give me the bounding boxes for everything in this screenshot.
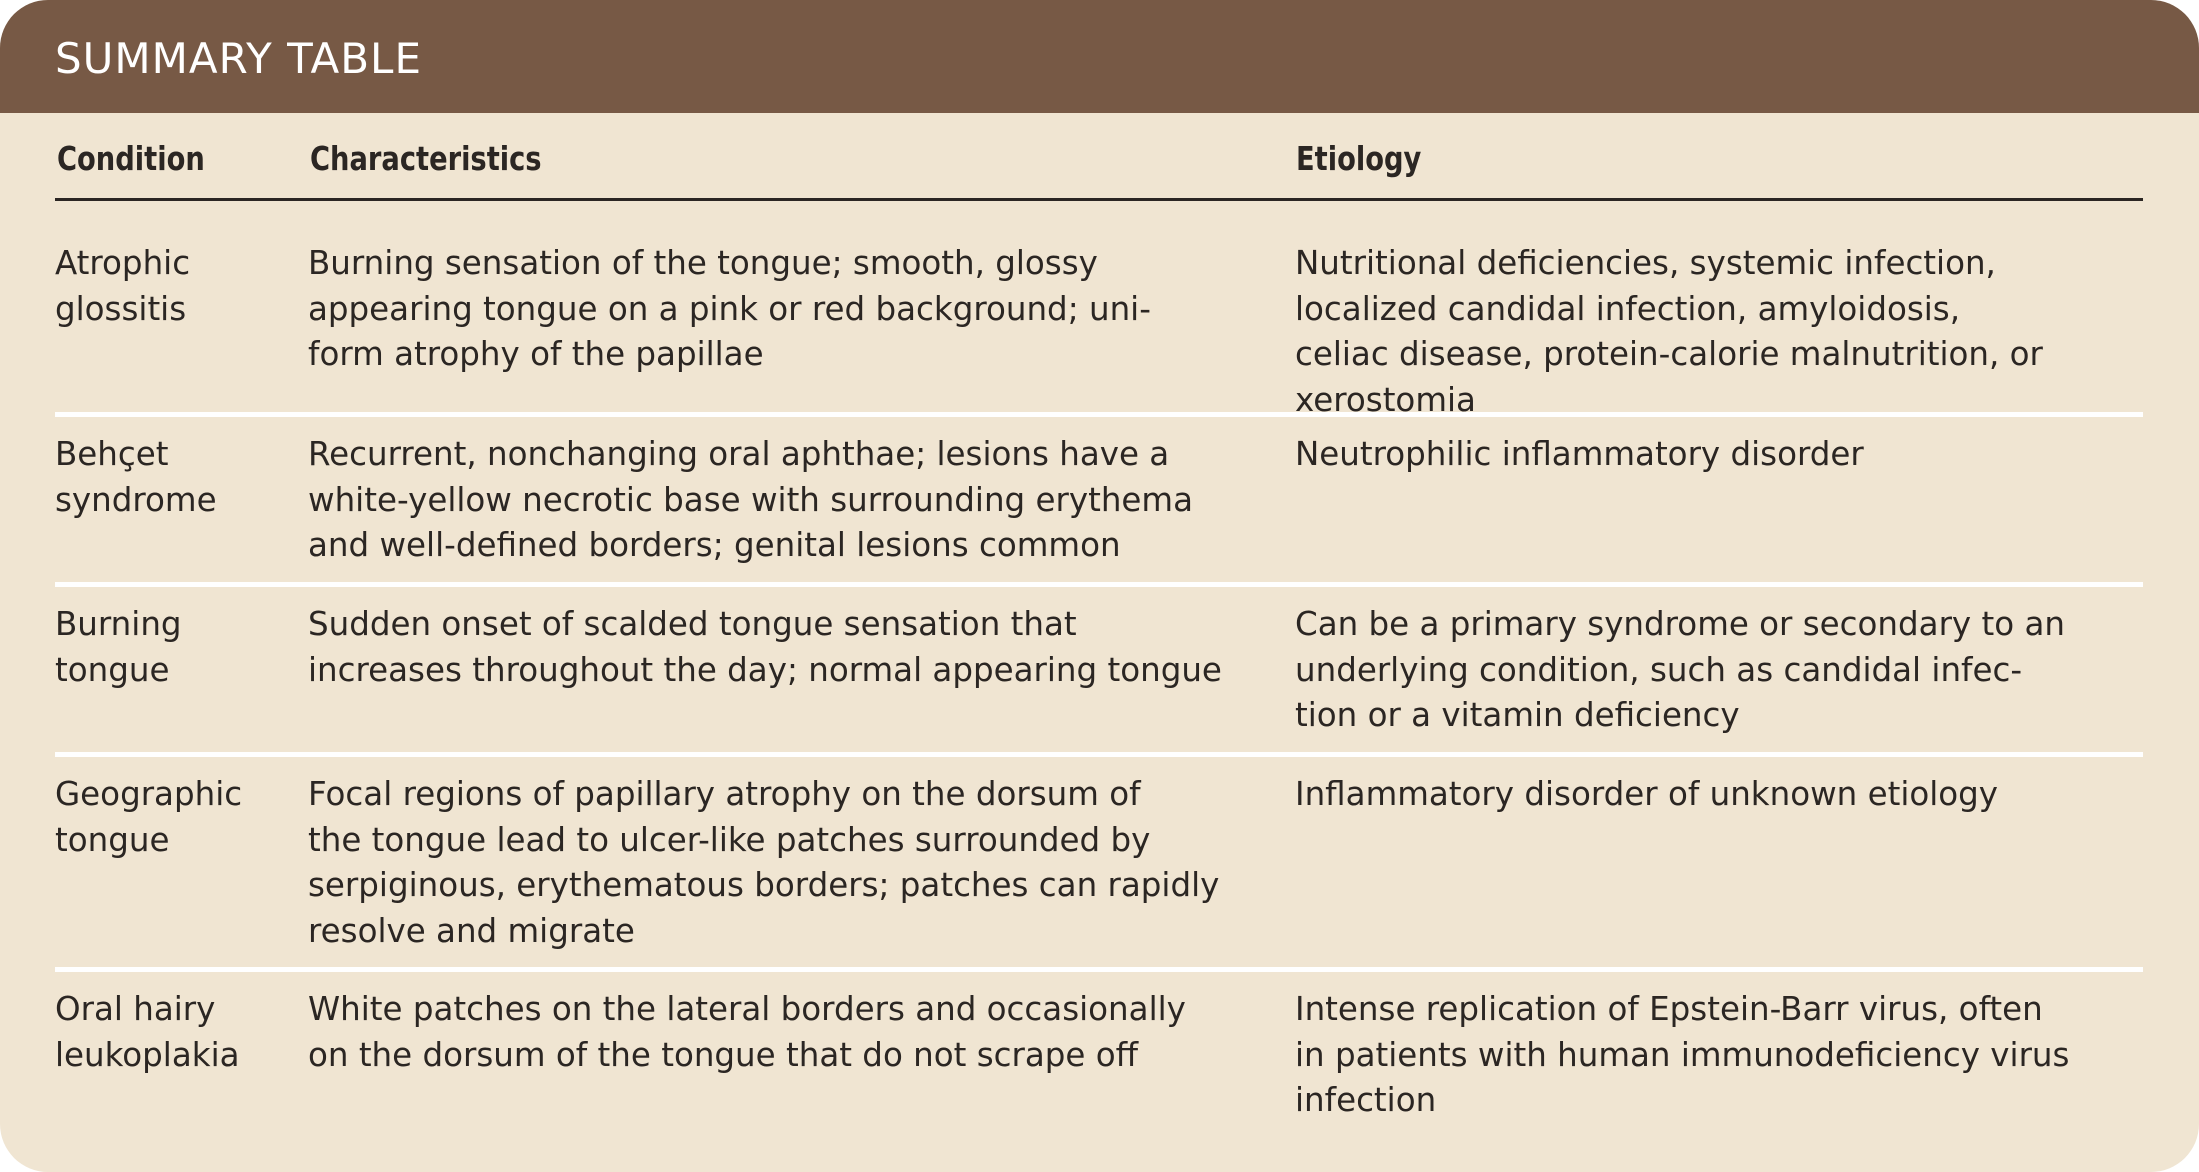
condition-cell: Geographic tongue [55, 775, 243, 859]
table-header-bar [0, 0, 2199, 113]
condition-cell: Behçet syndrome [55, 435, 217, 519]
table-row [55, 417, 2143, 587]
etiology-cell: Inflammatory disorder of unknown etiology [1295, 775, 1999, 813]
characteristics-cell: Focal regions of papillary atrophy on the dorsum of the tongue lead to ulcer-like patches surrounded by serpiginous, erythematous borders; patches can rapidly resolve and migrate [308, 775, 1220, 950]
characteristics-cell: Recurrent, nonchanging oral aphthae; lesions have a white-yellow necrotic base with surrounding erythema and well-defined borders; genital lesions common [308, 435, 1194, 564]
condition-cell: Burning tongue [55, 605, 182, 689]
column-header-condition: Condition [57, 139, 205, 178]
characteristics-cell: Sudden onset of scalded tongue sensation that increases throughout the day; normal appearing tongue [308, 605, 1222, 689]
condition-cell: Oral hairy leukoplakia [55, 990, 240, 1074]
table-title: SUMMARY TABLE [55, 34, 422, 83]
column-header-etiology: Etiology [1296, 139, 1422, 178]
etiology-cell: Intense replication of Epstein-Barr virus, often in patients with human immunodeficiency virus infection [1295, 990, 2070, 1119]
summary-table [55, 113, 2143, 1152]
condition-cell: Atrophic glossitis [55, 244, 191, 328]
etiology-cell: Can be a primary syndrome or secondary to an underlying condition, such as candidal infec- tion or a vitamin deficiency [1295, 605, 2065, 734]
table-row [55, 201, 2143, 417]
table-row [55, 757, 2143, 972]
characteristics-cell: White patches on the lateral borders and occasionally on the dorsum of the tongue that do not scrape off [308, 990, 1186, 1074]
characteristics-cell: Burning sensation of the tongue; smooth, glossy appearing tongue on a pink or red background; uni- form atrophy of the papillae [308, 244, 1151, 373]
column-header-characteristics: Characteristics [310, 139, 542, 178]
table-row [55, 972, 2143, 1152]
column-header-row [55, 113, 2143, 201]
table-row [55, 587, 2143, 757]
etiology-cell: Nutritional deficiencies, systemic infection, localized candidal infection, amyloidosis, celiac disease, protein-calorie malnutrition, or xerostomia [1295, 244, 2043, 419]
etiology-cell: Neutrophilic inflammatory disorder [1295, 435, 1864, 473]
